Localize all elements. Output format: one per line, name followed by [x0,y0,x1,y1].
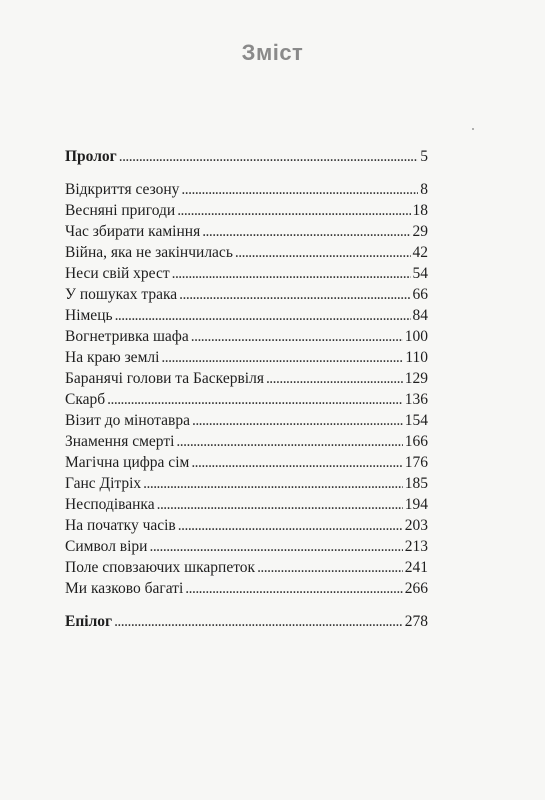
toc-entry-title: Епілог [65,613,113,630]
toc-entry-title: Ми казково багаті [65,580,184,597]
toc-entry [65,431,428,452]
toc-entry [65,326,428,347]
toc-entry-page: 129 [404,370,428,387]
toc-leader-dots [179,284,410,305]
toc-leader-dots [107,389,403,410]
toc-entry-page: 176 [404,454,428,471]
toc-entry-title: Несподіванка [65,496,155,513]
toc-entry-title: На початку часів [65,517,176,534]
toc-entry-title: Візит до мінотавра [65,412,190,429]
table-of-contents [65,146,428,632]
toc-leader-dots [257,557,403,578]
toc-leader-dots [176,431,402,452]
toc-entry-page: 154 [404,412,428,429]
toc-entry-title: Знамення смерті [65,433,175,450]
toc-leader-dots [266,368,403,389]
toc-entry-title: Неси свій хрест [65,265,170,282]
toc-entry [65,410,428,431]
toc-entry [65,305,428,326]
toc-entry-title: Німець [65,307,113,324]
toc-leader-dots [202,221,410,242]
toc-leader-dots [177,200,410,221]
toc-leader-dots [191,452,402,473]
toc-entry [65,284,428,305]
toc-entry [65,242,428,263]
toc-leader-dots [172,263,411,284]
toc-leader-dots [114,611,403,632]
toc-leader-dots [149,536,402,557]
toc-entry-title: Вогнетривка шафа [65,328,189,345]
toc-leader-dots [161,347,403,368]
page-title: Зміст [241,40,304,65]
toc-entry [65,263,428,284]
toc-entry-page: 29 [412,223,428,240]
toc-leader-dots [119,146,419,167]
toc-entry-title: Баранячі голови та Баскервіля [65,370,264,387]
toc-entry [65,611,428,632]
toc-entry-title: На краю землі [65,349,160,366]
toc-entry-page: 5 [420,148,428,165]
toc-entry-title: Символ віри [65,538,148,555]
toc-entry-page: 42 [412,244,428,261]
toc-entry-title: Ганс Дітріх [65,475,142,492]
toc-entry [65,347,428,368]
toc-entry-page: 166 [404,433,428,450]
toc-entry-page: 278 [404,613,428,630]
toc-leader-dots [185,578,402,599]
toc-entry [65,200,428,221]
toc-entry-page: 66 [412,286,428,303]
toc-leader-dots [192,410,403,431]
toc-entry-page: 18 [412,202,428,219]
toc-leader-dots [157,494,403,515]
toc-entry [65,146,428,167]
toc-entry [65,221,428,242]
toc-entry-page: 241 [404,559,428,576]
toc-entry-title: Поле сповзаючих шкарпеток [65,559,256,576]
toc-entry [65,452,428,473]
toc-leader-dots [115,305,411,326]
toc-entry-title: Весняні пригоди [65,202,176,219]
toc-entry-page: 194 [404,496,428,513]
toc-entry [65,473,428,494]
toc-leader-dots [191,326,403,347]
toc-entry-title: Скарб [65,391,106,408]
toc-entry-title: Час збирати каміння [65,223,201,240]
toc-entry-page: 266 [404,580,428,597]
toc-entry-page: 185 [404,475,428,492]
toc-entry-title: Магічна цифра сім [65,454,190,471]
toc-entry-page: 100 [404,328,428,345]
toc-entry [65,557,428,578]
toc-entry [65,389,428,410]
toc-entry-page: 136 [404,391,428,408]
toc-entry-page: 54 [412,265,428,282]
toc-leader-dots [235,242,411,263]
toc-entry [65,578,428,599]
toc-entry-page: 110 [405,349,428,366]
paper-speck [472,128,474,130]
toc-leader-dots [143,473,403,494]
toc-entry-title: У пошуках трака [65,286,178,303]
toc-leader-dots [181,179,418,200]
toc-entry [65,179,428,200]
toc-entry-title: Війна, яка не закінчилась [65,244,233,261]
toc-entry-title: Відкриття сезону [65,181,180,198]
toc-entry-title: Пролог [65,148,117,165]
toc-entry-page: 203 [404,517,428,534]
toc-entry [65,368,428,389]
toc-entry [65,536,428,557]
toc-entry-page: 8 [420,181,428,198]
toc-entry-page: 84 [412,307,428,324]
toc-leader-dots [178,515,403,536]
toc-entry [65,494,428,515]
toc-entry-page: 213 [404,538,428,555]
toc-entry [65,515,428,536]
